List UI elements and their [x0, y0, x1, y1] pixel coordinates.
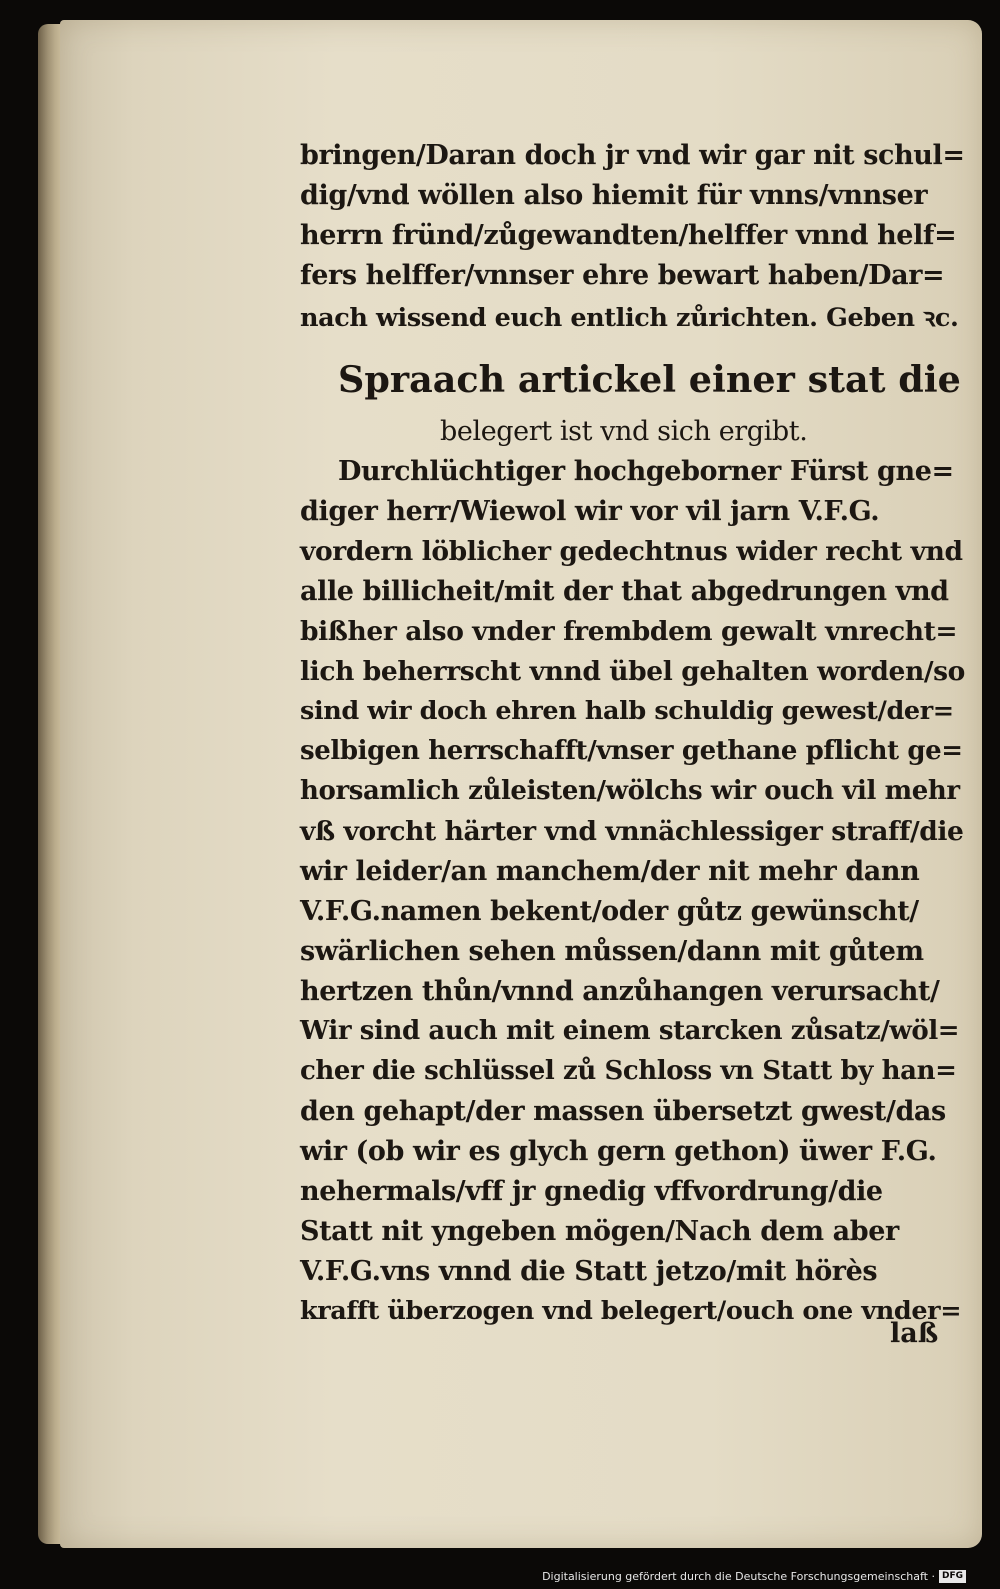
body-line: V.F.G.namen bekent/oder gůtz gewünscht/ — [300, 896, 919, 927]
text-line: fers helffer/vnnser ehre bewart haben/Dar= — [300, 260, 945, 291]
body-line: Wir sind auch mit einem starcken zůsatz/wöl= — [300, 1016, 960, 1046]
body-line: swärlichen sehen můssen/dann mit gůtem — [300, 936, 924, 967]
body-line: Durchlüchtiger hochgeborner Fürst gne= — [338, 456, 954, 487]
body-line: V.F.G.vns vnnd die Statt jetzo/mit hörès — [300, 1256, 878, 1287]
body-line: sind wir doch ehren halb schuldig gewest/der= — [300, 696, 954, 726]
body-line: lich beherrscht vnnd übel gehalten worden/so — [300, 656, 965, 687]
body-line: vß vorcht härter vnd vnnächlessiger straff/die — [300, 816, 964, 847]
body-line: horsamlich zůleisten/wölchs wir ouch vil mehr — [300, 776, 960, 806]
body-line: krafft überzogen vnd belegert/ouch one vnder= — [300, 1296, 962, 1326]
body-line: bißher also vnder frembdem gewalt vnrecht= — [300, 616, 958, 647]
section-heading: Spraach artickel einer stat die — [338, 358, 961, 401]
body-line: wir leider/an manchem/der nit mehr dann — [300, 856, 920, 887]
section-subheading: belegert ist vnd sich ergibt. — [440, 416, 808, 447]
body-line: den gehapt/der massen übersetzt gwest/das — [300, 1096, 946, 1127]
dfg-logo-icon: DFG — [939, 1570, 966, 1583]
footer-text: Digitalisierung gefördert durch die Deutsche Forschungsgemeinschaft · — [542, 1570, 935, 1583]
body-line: alle billicheit/mit der that abgedrungen vnd — [300, 576, 949, 607]
text-line: dig/vnd wöllen also hiemit für vnns/vnnser — [300, 180, 928, 211]
body-line: wir (ob wir es glych gern gethon) üwer F.G. — [300, 1136, 937, 1167]
book-edge — [38, 24, 62, 1544]
body-line: hertzen thůn/vnnd anzůhangen verursacht/ — [300, 976, 940, 1007]
body-line: vordern löblicher gedechtnus wider recht vnd — [300, 536, 963, 567]
text-line: nach wissend euch entlich zůrichten. Geben ꝛc. — [300, 303, 959, 333]
body-line: diger herr/Wiewol wir vor vil jarn V.F.G. — [300, 496, 880, 527]
body-line: nehermals/vff jr gnedig vffvordrung/die — [300, 1176, 883, 1207]
footer-credit — [542, 1570, 966, 1583]
text-line: bringen/Daran doch jr vnd wir gar nit schul= — [300, 140, 965, 171]
body-line: cher die schlüssel zů Schloss vn Statt by han= — [300, 1056, 957, 1086]
catchword: laß — [890, 1318, 939, 1349]
body-line: selbigen herrschafft/vnser gethane pflicht ge= — [300, 736, 963, 766]
body-line: Statt nit yngeben mögen/Nach dem aber — [300, 1216, 899, 1247]
text-line: herrn fründ/zůgewandten/helffer vnnd helf= — [300, 220, 957, 251]
